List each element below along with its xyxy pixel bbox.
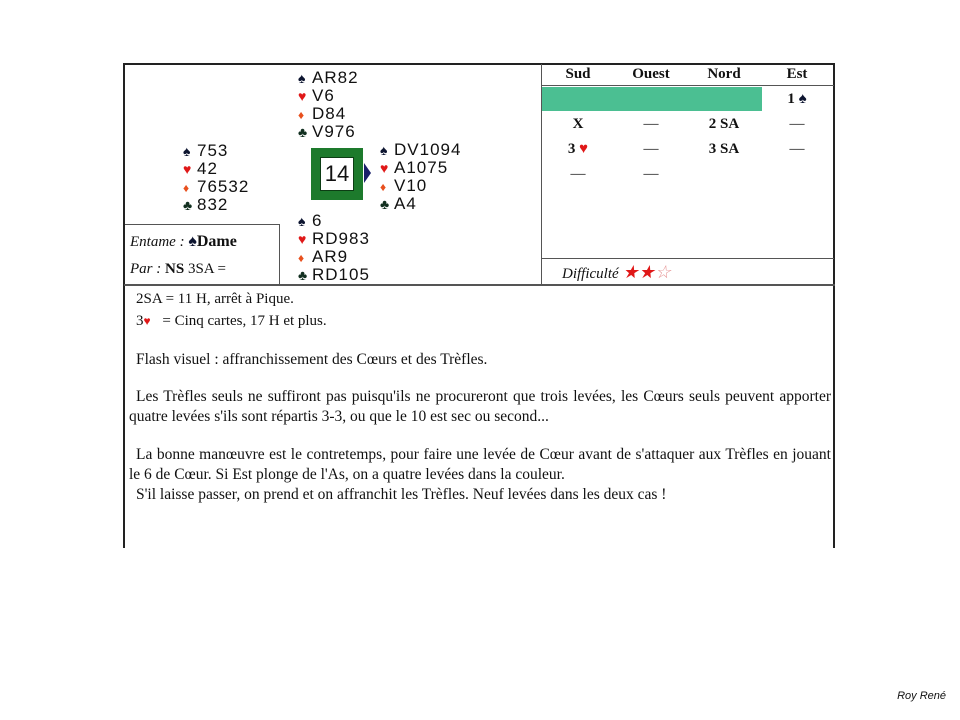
north-clubs: V976	[312, 122, 356, 141]
bid-sud-4: —	[570, 166, 586, 182]
spade-icon: ♠	[183, 143, 192, 159]
east-diamonds: V10	[394, 176, 428, 195]
bid-sud-3: 3 ♥	[567, 141, 589, 157]
bid-header-sud: Sud	[565, 66, 591, 82]
hand-west	[183, 142, 249, 214]
diamond-icon: ♦	[298, 251, 306, 265]
hand-east	[380, 141, 461, 213]
difficulty-row	[562, 262, 671, 283]
bid-header-nord: Nord	[707, 66, 741, 82]
note-3h	[136, 313, 327, 330]
bid-ouest-4: —	[643, 166, 659, 182]
club-icon: ♣	[183, 197, 194, 213]
par-side: NS	[165, 261, 185, 277]
club-icon: ♣	[298, 267, 309, 283]
heart-icon: ♥	[298, 231, 308, 247]
east-hearts: A1075	[394, 158, 449, 177]
west-spades: 753	[197, 141, 229, 160]
author-signature: Roy René	[897, 690, 946, 702]
bid-highlight-bar	[542, 87, 762, 111]
east-spades: DV1094	[394, 140, 462, 159]
par-line	[130, 261, 226, 278]
paragraph-conclusion: S'il laisse passer, on prend et on affranchit les Trèfles. Neuf levées dans les deux cas !	[136, 486, 667, 503]
hand-north	[298, 69, 359, 141]
bid-ouest-3: —	[643, 141, 659, 157]
club-icon: ♣	[298, 124, 309, 140]
diamond-icon: ♦	[183, 181, 191, 195]
west-clubs: 832	[197, 195, 229, 214]
note-2sa: 2SA = 11 H, arrêt à Pique.	[136, 291, 294, 307]
lead-line	[130, 233, 237, 251]
lead-label: Entame :	[130, 234, 185, 250]
bidding-header-divider	[542, 85, 834, 86]
lead-par-box	[125, 224, 280, 285]
paragraph-trefles: Les Trèfles seuls ne suffiront pas puisqu'ils ne procureront que trois levées, les Cœurs seuls peuvent apporter quatre levées s'ils sont répartis 3-3, ou que le 10 est sec ou second...	[129, 388, 831, 425]
heart-icon: ♥	[380, 160, 390, 176]
spade-icon: ♠	[380, 142, 389, 158]
bid-ouest-2: —	[643, 116, 659, 132]
bid-header-ouest: Ouest	[632, 66, 670, 82]
south-hearts: RD983	[312, 229, 370, 248]
bid-nord-3: 3 SA	[708, 141, 740, 157]
bid-est-3: —	[789, 141, 805, 157]
spade-icon: ♠	[298, 70, 307, 86]
par-contract: 3SA =	[187, 261, 226, 277]
spade-icon: ♠	[188, 233, 197, 250]
hand-south	[298, 212, 370, 284]
difficulty-label: Difficulté	[562, 266, 619, 282]
paragraph-manoeuvre: La bonne manœuvre est le contretemps, pour faire une levée de Cœur avant de s'attaquer aux Trèfles en jouant le 6 de Cœur. Si Est plonge de l'As, on a quatre levées dans la couleur.	[129, 446, 831, 483]
par-label: Par :	[130, 261, 162, 277]
dealer-arrow-icon	[364, 163, 371, 183]
board-number-box	[311, 148, 363, 200]
bid-header-est: Est	[786, 66, 808, 82]
north-diamonds: D84	[312, 104, 347, 123]
note-3h-text: = Cinq cartes, 17 H et plus.	[162, 313, 327, 329]
west-diamonds: 76532	[197, 177, 250, 196]
west-hearts: 42	[197, 159, 218, 178]
diamond-icon: ♦	[298, 108, 306, 122]
spade-icon: ♠	[298, 213, 307, 229]
north-hearts: V6	[312, 86, 335, 105]
bid-est-1: 1 ♠	[787, 91, 807, 107]
south-spades: 6	[312, 211, 323, 230]
note-3h-prefix: 3	[136, 313, 144, 329]
diamond-icon: ♦	[380, 180, 388, 194]
bid-nord-2: 2 SA	[708, 116, 740, 132]
star-filled-icon: ★	[638, 262, 655, 282]
lead-card: Dame	[196, 233, 237, 250]
club-icon: ♣	[380, 196, 391, 212]
difficulty-divider	[542, 258, 834, 259]
paragraph-flash: Flash visuel : affranchissement des Cœurs et des Trèfles.	[136, 351, 488, 368]
south-clubs: RD105	[312, 265, 370, 284]
north-spades: AR82	[312, 68, 359, 87]
bid-est-2: —	[789, 116, 805, 132]
heart-icon: ♥	[143, 314, 151, 328]
heart-icon: ♥	[298, 88, 308, 104]
east-clubs: A4	[394, 194, 417, 213]
star-empty-icon: ☆	[654, 262, 671, 282]
bid-sud-2: X	[572, 116, 584, 132]
star-filled-icon: ★	[622, 262, 639, 282]
board-number: 14	[320, 157, 354, 191]
south-diamonds: AR9	[312, 247, 349, 266]
heart-icon: ♥	[183, 161, 193, 177]
